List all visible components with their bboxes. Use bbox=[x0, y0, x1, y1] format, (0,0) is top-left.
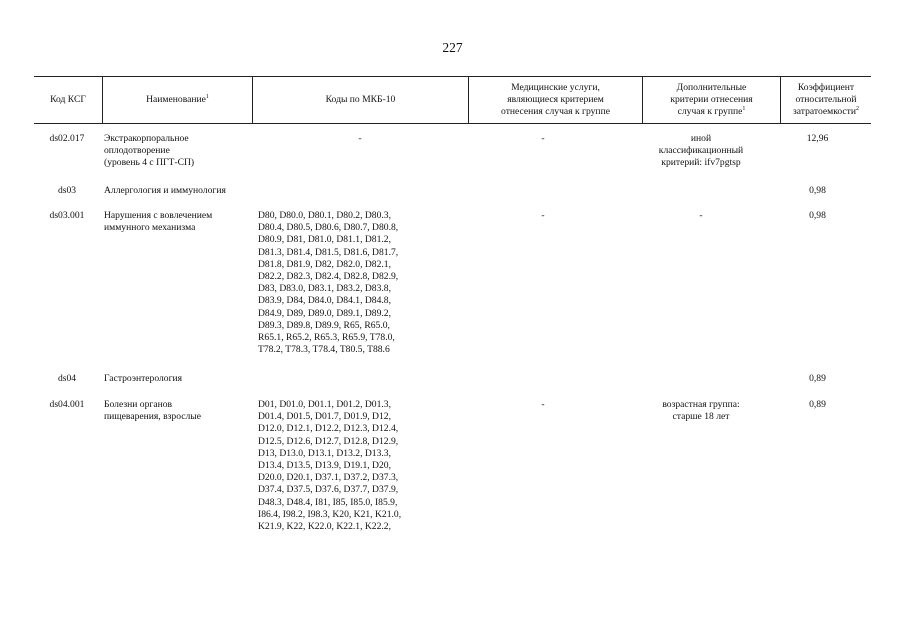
header-name-footnote: 1 bbox=[205, 93, 209, 100]
row-criteria: возрастная группа: старше 18 лет bbox=[662, 399, 740, 423]
page-number: 227 bbox=[442, 40, 463, 55]
row-code: ds03.001 bbox=[49, 210, 85, 221]
header-coef: Коэффициент относительной затратоемкости$^2$ bbox=[780, 77, 871, 123]
row-name: Нарушения с вовлечением иммунного механизма bbox=[104, 210, 213, 234]
row-code: ds04 bbox=[57, 373, 77, 384]
row-services: - bbox=[541, 399, 545, 410]
row-coef: 0,98 bbox=[809, 210, 826, 221]
row-coef: 0,98 bbox=[809, 185, 826, 196]
row-code: ds04.001 bbox=[49, 399, 85, 410]
row-code: ds03 bbox=[57, 185, 77, 196]
row-code: ds02.017 bbox=[49, 133, 85, 144]
table-header bbox=[34, 76, 871, 124]
row-mkb-codes: D80, D80.0, D80.1, D80.2, D80.3, D80.4, D80.5, D80.6, D80.7, D80.8, D80.9, D81, D81.0, D81.1, D81.2, D81.3, D81.4, D81.5, D81.6, D81.7, D81.8, D81.9, D82, D82.0, D82.1, D82.2, D82.3, D82.4, D82.8, D82.9, D83, D83.0, D83.1, D83.2, D83.8, D83.9, D84, D84.0, D84.1, D84.8, D84.9, D89, D89.0, D89.1, D89.2, D89.3, D89.8, D89.9, R65, R65.0, R65.1, R65.2, R65.3, R65.9, T78.0, T78.2, T78.3, T78.4, T80.5, T88.6 bbox=[258, 210, 399, 356]
row-mkb-codes: D01, D01.0, D01.1, D01.2, D01.3, D01.4, D01.5, D01.7, D01.9, D12, D12.0, D12.1, D12.2, D12.3, D12.4, D12.5, D12.6, D12.7, D12.8, D12.9, D13, D13.0, D13.1, D13.2, D13.3, D13.4, D13.5, D13.9, D19.1, D20, D20.0, D20.1, D37.1, D37.2, D37.3, D37.4, D37.5, D37.6, D37.7, D37.9, D48.3, D48.4, I81, I85, I85.0, I85.9, I86.4, I98.2, I98.3, K20, K21, K21.0, K21.9, K22, K22.0, K22.1, K22.2, bbox=[258, 399, 402, 533]
header-coef-footnote: 2 bbox=[856, 106, 860, 113]
row-services: - bbox=[541, 210, 545, 221]
row-coef: 0,89 bbox=[809, 399, 826, 410]
header-mkb: Коды по МКБ-10 bbox=[252, 77, 468, 123]
header-services: Медицинские услуги, являющиеся критерием отнесения случая к группе bbox=[468, 77, 642, 123]
row-criteria: иной классификационный критерий: ifv7pgtsp bbox=[658, 133, 744, 169]
row-coef: 0,89 bbox=[809, 373, 826, 384]
header-code: Код КСГ bbox=[50, 93, 86, 105]
header-criteria: Дополнительные критерии отнесения случая к группе$^1$ bbox=[642, 77, 780, 123]
row-services: - bbox=[541, 133, 545, 144]
row-name: Болезни органов пищеварения, взрослые bbox=[104, 399, 202, 423]
row-mkb-codes: - bbox=[358, 133, 362, 144]
header-criteria-footnote: 1 bbox=[742, 106, 746, 113]
row-name: Экстракорпоральное оплодотворение (уровень 4 с ПГТ-СП) bbox=[104, 133, 195, 169]
row-criteria: - bbox=[699, 210, 703, 221]
row-name: Гастроэнтерология bbox=[104, 373, 183, 384]
row-name: Аллергология и иммунология bbox=[104, 185, 226, 196]
row-coef: 12,96 bbox=[806, 133, 829, 144]
header-name: Наименование$^1$ bbox=[102, 77, 252, 123]
